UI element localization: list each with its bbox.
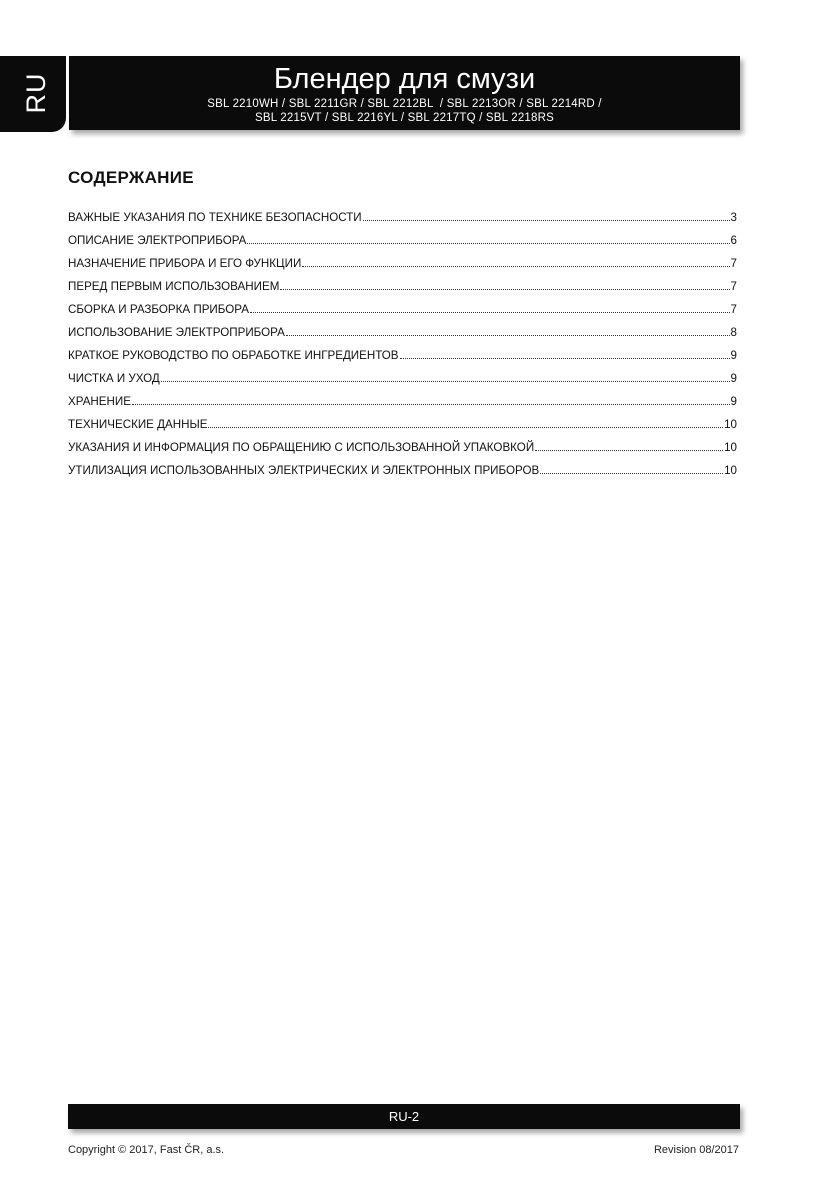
header-banner <box>69 56 740 130</box>
toc-entry-title: СБОРКА И РАЗБОРКА ПРИБОРА <box>68 303 249 316</box>
toc-dot-leader <box>363 220 730 221</box>
toc-entry-page: 9 <box>730 372 737 385</box>
toc-entry[interactable] <box>68 256 737 279</box>
toc-entry[interactable] <box>68 325 737 348</box>
toc-entry-page: 10 <box>724 464 737 477</box>
toc-dot-leader <box>400 358 730 359</box>
toc-entry-page: 7 <box>730 303 737 316</box>
language-label: RU <box>20 72 51 114</box>
toc-entry-title: ОПИСАНИЕ ЭЛЕКТРОПРИБОРА <box>68 234 247 247</box>
toc-entry-page: 3 <box>730 211 737 224</box>
toc-dot-leader <box>132 404 730 405</box>
toc-entry-title: ЧИСТКА И УХОД <box>68 372 160 385</box>
toc-dot-leader <box>535 450 723 451</box>
toc-entry[interactable] <box>68 279 737 302</box>
toc-dot-leader <box>250 312 730 313</box>
toc-entry-page: 8 <box>730 326 737 339</box>
document-title: Блендер для смузи <box>273 63 536 95</box>
toc-dot-leader <box>208 427 723 428</box>
toc-dot-leader <box>247 243 729 244</box>
toc-entry-title: ПЕРЕД ПЕРВЫМ ИСПОЛЬЗОВАНИЕМ <box>68 280 280 293</box>
toc-entry[interactable] <box>68 348 737 371</box>
toc-entry-page: 9 <box>730 395 737 408</box>
toc-entry-title: НАЗНАЧЕНИЕ ПРИБОРА И ЕГО ФУНКЦИИ <box>68 257 302 270</box>
model-list <box>69 97 740 125</box>
toc-entry-title: ХРАНЕНИЕ <box>68 395 131 408</box>
toc-entry[interactable] <box>68 417 737 440</box>
toc-entry[interactable] <box>68 210 737 233</box>
toc-entry-title: УКАЗАНИЯ И ИНФОРМАЦИЯ ПО ОБРАЩЕНИЮ С ИСПОЛЬЗОВАННОЙ УПАКОВКОЙ <box>68 441 535 454</box>
page-number-bar: RU-2 <box>68 1104 740 1129</box>
toc-entry-page: 6 <box>730 234 737 247</box>
toc-dot-leader <box>302 266 729 267</box>
toc-entry[interactable] <box>68 394 737 417</box>
toc-entry-title: ИСПОЛЬЗОВАНИЕ ЭЛЕКТРОПРИБОРА <box>68 326 285 339</box>
toc-entry-page: 7 <box>730 280 737 293</box>
toc-dot-leader <box>286 335 730 336</box>
toc-entry[interactable] <box>68 233 737 256</box>
toc-entry-page: 10 <box>724 418 737 431</box>
toc-dot-leader <box>280 289 729 290</box>
toc-entry-title: УТИЛИЗАЦИЯ ИСПОЛЬЗОВАННЫХ ЭЛЕКТРИЧЕСКИХ И ЭЛЕКТРОННЫХ ПРИБОРОВ <box>68 464 540 477</box>
toc-entry[interactable] <box>68 440 737 463</box>
revision-label: Revision 08/2017 <box>653 1144 739 1156</box>
toc-entry-page: 7 <box>730 257 737 270</box>
toc-entry[interactable] <box>68 302 737 325</box>
model-list-line-2: SBL 2215VT / SBL 2216YL / SBL 2217TQ / SBL 2218RS <box>255 112 554 124</box>
toc-entry-title: ТЕХНИЧЕСКИЕ ДАННЫЕ <box>68 418 208 431</box>
table-of-contents <box>68 210 737 486</box>
toc-entry-page: 10 <box>724 441 737 454</box>
toc-dot-leader <box>161 381 730 382</box>
toc-entry[interactable] <box>68 463 737 486</box>
toc-heading: СОДЕРЖАНИЕ <box>68 168 194 187</box>
language-tab <box>0 56 66 132</box>
toc-entry-title: КРАТКОЕ РУКОВОДСТВО ПО ОБРАБОТКЕ ИНГРЕДИЕНТОВ <box>68 349 399 362</box>
copyright-notice: Copyright © 2017, Fast ČR, a.s. <box>68 1144 225 1156</box>
toc-entry-page: 9 <box>730 349 737 362</box>
toc-entry[interactable] <box>68 371 737 394</box>
toc-dot-leader <box>540 473 723 474</box>
model-list-line-1: SBL 2210WH / SBL 2211GR / SBL 2212BL / SBL 2213OR / SBL 2214RD / <box>207 98 602 110</box>
toc-entry-title: ВАЖНЫЕ УКАЗАНИЯ ПО ТЕХНИКЕ БЕЗОПАСНОСТИ <box>68 211 362 224</box>
